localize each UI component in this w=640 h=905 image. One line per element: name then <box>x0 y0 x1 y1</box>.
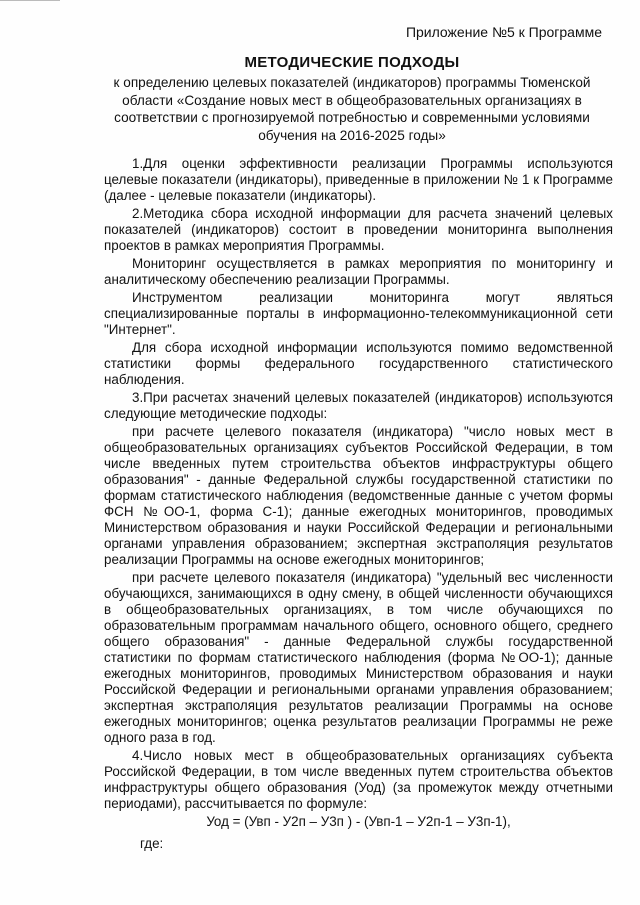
document-title: МЕТОДИЧЕСКИЕ ПОДХОДЫ <box>244 54 460 71</box>
paragraph-3: Мониторинг осуществляется в рамках мероприятия по мониторингу и аналитическому обеспечению реализации Программы. <box>104 256 613 287</box>
paragraph-4: Инструментом реализации мониторинга могут являться специализированные порталы в информационно-телекоммуникационной сети "Интернет". <box>104 290 613 337</box>
paragraph-6: 3.При расчетах значений целевых показателей (индикаторов) используются следующие методические подходы: <box>104 390 613 421</box>
document-subtitle: к определению целевых показателей (индикаторов) программы Тюменской области «Создание новых мест в общеобразовательных организациях в соответствии с прогнозируемой потребностью и современными условиями обучения на 2016-2025 годы» <box>113 75 591 143</box>
appendix-label: Приложение №5 к Программе <box>405 24 602 40</box>
paragraph-1: 1.Для оценки эффективности реализации Программы используются целевые показатели (индикаторы), приведенные в приложении № 1 к Программе (далее - целевые показатели (индикаторы). <box>104 156 613 203</box>
paragraph-9: 4.Число новых мест в общеобразовательных организациях субъекта Российской Федерации, в том числе введенных путем строительства объектов инфраструктуры общего образования (Уод) (за промежуток между отчетными периодами), рассчитывается по формуле: <box>104 748 613 811</box>
paragraph-5: Для сбора исходной информации используются помимо ведомственной статистики формы федерального государственного статистического наблюдения. <box>104 340 613 387</box>
paragraph-8: при расчете целевого показателя (индикатора) "удельный вес численности обучающихся, занимающихся в одну смену, в общей численности обучающихся в общеобразовательных организациях, в том числе обучающихся по образовательным программам начального общего, основного общего, среднего общего образования" - данные Федеральной службы государственной статистики по формам статистического наблюдения (форма №ОО-1); данные ежегодных мониторингов, проводимых Министерством образования и науки Российской Федерации и региональными органами управления образованием; экспертная экстраполяция результатов реализации Программы на основе ежегодных мониторингов; оценка результатов реализации Программы не реже одного раза в год. <box>104 570 613 745</box>
formula: Уод = (Увп - У2п – У3п ) - (Увп-1 – У2п-1 – У3п-1), <box>206 814 511 829</box>
document-body <box>104 156 613 852</box>
scan-artifact-line <box>0 0 60 1</box>
paragraph-2: 2.Методика сбора исходной информации для расчета значений целевых показателей (индикаторов) состоит в проведении мониторинга выполнения проектов в рамках мероприятия Программы. <box>104 206 613 253</box>
where-label: где: <box>140 836 164 851</box>
paragraph-7: при расчете целевого показателя (индикатора) "число новых мест в общеобразовательных организациях субъектов Российской Федерации, в том числе введенных путем строительства объектов инфраструктуры общего образования" - данные Федеральной службы государственной статистики по формам статистического наблюдения (ведомственные данные с учетом формы ФСН №ОО-1, форма С-1); данные ежегодных мониторингов, проводимых Министерством образования и науки Российской Федерации и региональными органами управления образованием; экспертная экстраполяция результатов реализации Программы на основе ежегодных мониторингов; <box>104 424 613 567</box>
